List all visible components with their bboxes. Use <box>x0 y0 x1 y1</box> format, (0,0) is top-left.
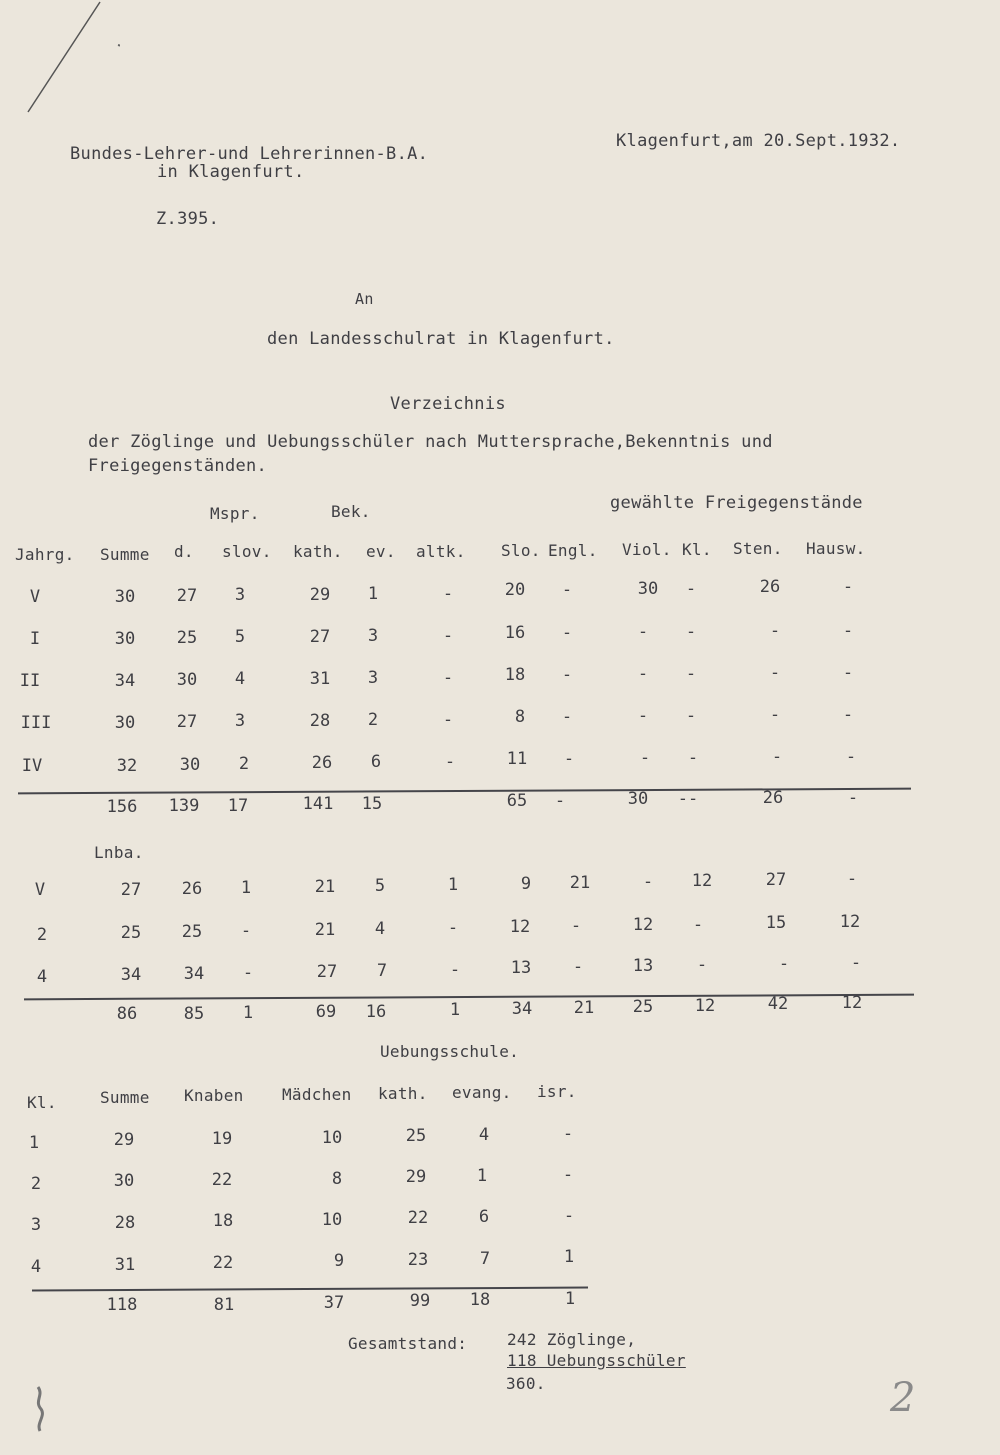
cell: V <box>29 587 41 607</box>
cell: 4 <box>234 669 246 689</box>
cell: 21 <box>573 998 595 1018</box>
cell: - <box>842 705 854 725</box>
cell: 7 <box>376 961 388 981</box>
cell: 8 <box>331 1169 343 1189</box>
cell: 1 <box>564 1289 576 1309</box>
cell: -- <box>677 789 699 809</box>
cell: 27 <box>765 870 787 890</box>
cell: 23 <box>407 1250 429 1270</box>
cell: - <box>847 788 859 808</box>
cell: 30 <box>627 789 649 809</box>
cell: 29 <box>405 1167 427 1187</box>
cell: - <box>449 960 461 980</box>
binding-mark <box>28 1385 52 1433</box>
cell: 21 <box>314 877 336 897</box>
cell: 5 <box>234 627 246 647</box>
cell: 16 <box>504 623 526 643</box>
col-kath: kath. <box>293 542 343 561</box>
cell: 15 <box>765 913 787 933</box>
summary-label: Gesamtstand: <box>348 1334 468 1353</box>
cell: 34 <box>120 965 142 985</box>
cell: 27 <box>176 586 198 606</box>
cell: - <box>442 584 454 604</box>
place-date: Klagenfurt,am 20.Sept.1932. <box>616 131 901 151</box>
cell: 3 <box>367 668 379 688</box>
cell: 4 <box>36 967 48 987</box>
cell: 42 <box>767 994 789 1014</box>
cell: 2 <box>30 1174 42 1194</box>
cell: 19 <box>211 1129 233 1149</box>
cell: 1 <box>476 1166 488 1186</box>
cell: - <box>637 706 649 726</box>
cell: 37 <box>323 1293 345 1313</box>
cell: 30 <box>114 629 136 649</box>
cell: - <box>842 577 854 597</box>
cell: - <box>637 664 649 684</box>
col-isr: isr. <box>537 1082 577 1101</box>
cell: - <box>842 621 854 641</box>
cell: 2 <box>36 925 48 945</box>
cell: 86 <box>116 1004 138 1024</box>
cell: 1 <box>447 875 459 895</box>
col-slo: Slo. <box>501 541 541 560</box>
cell: III <box>20 713 52 733</box>
cell: 25 <box>405 1126 427 1146</box>
cell: 18 <box>469 1290 491 1310</box>
cell: 12 <box>841 993 863 1013</box>
cell: 1 <box>367 584 379 604</box>
cell: 99 <box>409 1291 431 1311</box>
cell: 139 <box>168 796 200 816</box>
cell: - <box>685 706 697 726</box>
cell: IV <box>21 756 43 776</box>
cell: - <box>642 872 654 892</box>
cell: 1 <box>28 1133 40 1153</box>
cell: 10 <box>321 1210 343 1230</box>
cell: 34 <box>114 671 136 691</box>
cell: 1 <box>563 1247 575 1267</box>
cell: 1 <box>242 1003 254 1023</box>
cell: 26 <box>311 753 333 773</box>
cell: - <box>845 747 857 767</box>
subtitle-line-1: der Zöglinge und Uebungsschüler nach Muttersprache,Bekenntnis und <box>88 432 773 452</box>
cell: - <box>637 622 649 642</box>
cell: 34 <box>511 999 533 1019</box>
cell: 25 <box>181 922 203 942</box>
cell: 30 <box>114 713 136 733</box>
recipient: den Landesschulrat in Klagenfurt. <box>267 329 615 349</box>
cell: - <box>842 663 854 683</box>
col-kl: Kl. <box>682 540 712 559</box>
col-altk: altk. <box>416 542 466 561</box>
cell: 3 <box>234 585 246 605</box>
document-title: Verzeichnis <box>390 394 506 414</box>
cell: - <box>447 918 459 938</box>
cell: 29 <box>309 585 331 605</box>
cell: - <box>242 963 254 983</box>
cell: 21 <box>314 920 336 940</box>
cell: - <box>692 915 704 935</box>
col-engl: Engl. <box>548 541 598 560</box>
cell: 141 <box>302 794 334 814</box>
cell: 1 <box>449 1000 461 1020</box>
cell: - <box>685 664 697 684</box>
cell: I <box>29 629 41 649</box>
cell: - <box>769 621 781 641</box>
cell: 3 <box>367 626 379 646</box>
cell: 27 <box>120 880 142 900</box>
cell: - <box>563 1206 575 1226</box>
cell: 3 <box>30 1215 42 1235</box>
cell: 8 <box>514 707 526 727</box>
cell: - <box>442 710 454 730</box>
cell: 31 <box>114 1255 136 1275</box>
cell: 26 <box>181 879 203 899</box>
cell: - <box>769 663 781 683</box>
group-header-mspr: Mspr. <box>210 504 260 523</box>
cell: 65 <box>506 791 528 811</box>
col-maedchen: Mädchen <box>282 1085 352 1104</box>
cell: 26 <box>759 577 781 597</box>
cell: 25 <box>632 997 654 1017</box>
cell: - <box>572 957 584 977</box>
cell: 22 <box>212 1253 234 1273</box>
uebungsschule-title: Uebungsschule. <box>380 1042 520 1061</box>
cell: 1 <box>240 878 252 898</box>
cell: 2 <box>367 710 379 730</box>
cell: - <box>240 921 252 941</box>
cell: 30 <box>179 755 201 775</box>
cell: - <box>771 747 783 767</box>
cell: - <box>687 748 699 768</box>
col-slov: slov. <box>222 542 272 561</box>
cell: - <box>562 1124 574 1144</box>
cell: 30 <box>113 1171 135 1191</box>
summary-line-2: 118 Uebungsschüler <box>507 1351 686 1370</box>
col-sten: Sten. <box>733 539 783 558</box>
col-summe: Summe <box>100 545 150 564</box>
cell: 4 <box>374 919 386 939</box>
cell: 28 <box>309 711 331 731</box>
col-knaben: Knaben <box>184 1086 244 1105</box>
cell: 31 <box>309 669 331 689</box>
cell: 28 <box>114 1213 136 1233</box>
cell: 22 <box>407 1208 429 1228</box>
summary-line-3: 360. <box>506 1374 546 1393</box>
cell: 12 <box>691 871 713 891</box>
cell: - <box>563 749 575 769</box>
cell: 156 <box>106 797 138 817</box>
cell: 85 <box>183 1004 205 1024</box>
col-kl: Kl. <box>27 1093 57 1112</box>
cell: 9 <box>520 874 532 894</box>
cell: 18 <box>212 1211 234 1231</box>
cell: - <box>442 626 454 646</box>
page-number: 2 <box>890 1375 916 1421</box>
cell: 26 <box>762 788 784 808</box>
cell: - <box>846 869 858 889</box>
cell: - <box>685 579 697 599</box>
cell: 29 <box>113 1130 135 1150</box>
subtitle-line-2: Freigegenständen. <box>88 456 268 476</box>
group-header-freigegenstaende: gewählte Freigegenstände <box>610 493 863 513</box>
cell: 7 <box>479 1249 491 1269</box>
cell: 81 <box>213 1295 235 1315</box>
col-d: d. <box>174 542 194 561</box>
cell: 118 <box>106 1295 138 1315</box>
cell: 12 <box>509 917 531 937</box>
cell: 21 <box>569 873 591 893</box>
cell: 13 <box>510 958 532 978</box>
cell: 25 <box>176 628 198 648</box>
cell: 30 <box>114 587 136 607</box>
institution-line-1: Bundes-Lehrer-und Lehrerinnen-B.A. <box>70 144 429 164</box>
cell: - <box>444 752 456 772</box>
group-header-bek: Bek. <box>331 502 371 521</box>
cell: 3 <box>234 711 246 731</box>
cell: 11 <box>506 749 528 769</box>
col-viol: Viol. <box>622 540 672 559</box>
cell: 15 <box>361 794 383 814</box>
cell: 30 <box>176 670 198 690</box>
cell: 4 <box>30 1257 42 1277</box>
cell: - <box>561 665 573 685</box>
cell: II <box>19 671 41 691</box>
cell: 20 <box>504 580 526 600</box>
cell: 10 <box>321 1128 343 1148</box>
cell: 12 <box>839 912 861 932</box>
cell: 9 <box>333 1251 345 1271</box>
cell: - <box>769 705 781 725</box>
cell: 17 <box>227 796 249 816</box>
cell: - <box>561 623 573 643</box>
cell: 6 <box>478 1207 490 1227</box>
cell: 69 <box>315 1002 337 1022</box>
cell: 6 <box>370 752 382 772</box>
col-evang: evang. <box>452 1083 512 1102</box>
cell: - <box>696 955 708 975</box>
cell: 2 <box>238 754 250 774</box>
reference-number: Z.395. <box>156 209 220 229</box>
col-summe: Summe <box>100 1088 150 1107</box>
lnba-label: Lnba. <box>94 843 144 862</box>
cell: 27 <box>309 627 331 647</box>
salutation: An <box>355 290 374 308</box>
cell: - <box>561 580 573 600</box>
cell: 34 <box>183 964 205 984</box>
cell: - <box>685 622 697 642</box>
cell: 18 <box>504 665 526 685</box>
cell: 4 <box>478 1125 490 1145</box>
cell: 30 <box>637 579 659 599</box>
cell: 5 <box>374 876 386 896</box>
institution-line-2: in Klagenfurt. <box>157 162 305 182</box>
cell: 27 <box>176 712 198 732</box>
cell: 25 <box>120 923 142 943</box>
cell: - <box>850 953 862 973</box>
cell: - <box>639 748 651 768</box>
cell: 32 <box>116 756 138 776</box>
cell: - <box>561 707 573 727</box>
cell: 12 <box>694 996 716 1016</box>
cell: - <box>442 668 454 688</box>
col-hausw: Hausw. <box>806 539 866 558</box>
cell: 12 <box>632 915 654 935</box>
cell: 16 <box>365 1002 387 1022</box>
cell: - <box>554 791 566 811</box>
cell: 13 <box>632 956 654 976</box>
cell: 22 <box>211 1170 233 1190</box>
col-kath: kath. <box>378 1084 428 1103</box>
col-ev: ev. <box>366 542 396 561</box>
cell: - <box>570 916 582 936</box>
cell: 27 <box>316 962 338 982</box>
cell: - <box>562 1165 574 1185</box>
cell: - <box>778 954 790 974</box>
col-jahrg: Jahrg. <box>15 545 75 564</box>
cell: V <box>34 880 46 900</box>
summary-line-1: 242 Zöglinge, <box>507 1330 637 1349</box>
pencil-stroke-mark <box>0 0 120 130</box>
